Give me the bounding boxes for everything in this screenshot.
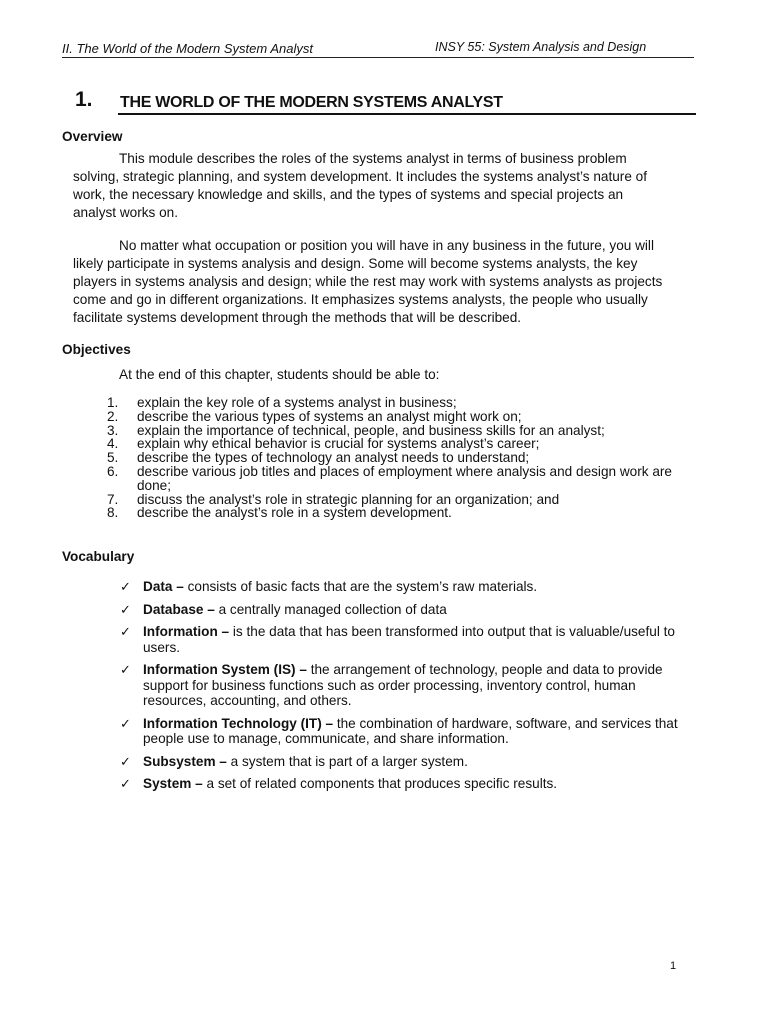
- item-number: 2.: [107, 408, 119, 424]
- objectives-intro: At the end of this chapter, students should be able to:: [119, 367, 440, 382]
- item-number: 7.: [107, 491, 119, 507]
- item-text: describe the analyst’s role in a system development.: [137, 505, 452, 521]
- list-item: [120, 602, 700, 618]
- item-number: 8.: [107, 505, 119, 521]
- item-text: explain the importance of technical, people, and business skills for an analyst;: [137, 422, 605, 438]
- vocab-definition: the combination of hardware, software, and services that people use to manage, communicate, and share information.: [143, 715, 678, 746]
- vocab-definition: is the data that has been transformed into output that is valuable/useful to users.: [143, 624, 675, 655]
- item-text: explain the key role of a systems analyst in business;: [137, 395, 457, 410]
- overview-paragraph-2: [73, 237, 693, 327]
- vocab-term: Information Technology (IT) –: [143, 715, 334, 731]
- list-item: [107, 396, 707, 410]
- list-item: [107, 506, 707, 520]
- list-item: [107, 493, 707, 507]
- text-line: facilitate systems development through the methods that will be described.: [73, 310, 522, 325]
- vocab-term: Database –: [143, 601, 215, 617]
- vocab-term: Information –: [143, 624, 230, 639]
- list-item: [120, 776, 700, 792]
- list-item: [107, 410, 707, 424]
- vocab-definition: consists of basic facts that are the system’s raw materials.: [183, 579, 538, 594]
- checkmark-icon: ✓: [120, 776, 131, 791]
- vocabulary-list: [120, 579, 700, 799]
- checkmark-icon: ✓: [120, 601, 131, 617]
- header-left-title: II. The World of the Modern System Analyst: [62, 41, 313, 56]
- chapter-title-rule: [118, 113, 696, 115]
- vocabulary-heading: Vocabulary: [62, 549, 135, 564]
- chapter-number: 1.: [75, 88, 93, 111]
- text-line: This module describes the roles of the systems analyst in terms of business problem: [119, 151, 627, 166]
- objectives-heading: Objectives: [62, 342, 131, 357]
- checkmark-icon: ✓: [120, 624, 131, 639]
- item-text: describe the various types of systems an analyst might work on;: [137, 408, 522, 424]
- page-number: 1: [670, 960, 677, 972]
- list-item: [120, 624, 700, 655]
- chapter-title: THE WORLD OF THE MODERN SYSTEMS ANALYST: [120, 94, 503, 111]
- text-line: solving, strategic planning, and system development. It includes the systems analyst’s nature of: [73, 169, 648, 184]
- vocab-definition: a system that is part of a larger system.: [226, 753, 468, 769]
- item-number: 1.: [107, 395, 119, 410]
- vocab-term: Data –: [143, 579, 184, 594]
- item-number: 4.: [107, 436, 119, 452]
- checkmark-icon: ✓: [120, 753, 131, 769]
- overview-paragraph-1: [73, 150, 693, 222]
- header-right-course: INSY 55: System Analysis and Design: [435, 40, 647, 54]
- objectives-list: [107, 396, 707, 520]
- checkmark-icon: ✓: [120, 579, 131, 594]
- text-line: likely participate in systems analysis and design. Some will become systems analysts, the key: [73, 256, 638, 271]
- text-line: work, the necessary knowledge and skills, and the types of systems and special projects an: [73, 187, 624, 202]
- item-number: 6.: [107, 463, 119, 479]
- list-item: [107, 437, 707, 451]
- item-text: explain why ethical behavior is crucial for systems analyst’s career;: [137, 436, 540, 452]
- vocab-definition: a set of related components that produces specific results.: [202, 776, 558, 791]
- list-item: [120, 754, 700, 770]
- checkmark-icon: ✓: [120, 662, 131, 677]
- header-rule: [62, 57, 694, 58]
- vocab-term: Subsystem –: [143, 753, 227, 769]
- item-number: 5.: [107, 450, 119, 466]
- vocab-definition: a centrally managed collection of data: [214, 601, 447, 617]
- text-line: players in systems analysis and design; while the rest may work with systems analysts as projects: [73, 274, 663, 289]
- item-number: 3.: [107, 422, 119, 438]
- item-text: describe the types of technology an analyst needs to understand;: [137, 450, 530, 466]
- overview-heading: Overview: [62, 129, 123, 144]
- vocab-term: Information System (IS) –: [143, 662, 307, 677]
- list-item: [107, 451, 707, 465]
- checkmark-icon: ✓: [120, 715, 131, 731]
- vocab-definition: the arrangement of technology, people and data to provide support for business functions such as order processing, inventory control, human resources, accounting, and others.: [143, 662, 663, 708]
- list-item: [120, 579, 700, 595]
- item-text: discuss the analyst’s role in strategic planning for an organization; and: [137, 491, 560, 507]
- text-line: No matter what occupation or position you will have in any business in the future, you will: [119, 238, 654, 253]
- vocab-term: System –: [143, 776, 203, 791]
- list-item: [107, 465, 707, 493]
- list-item: [107, 424, 707, 438]
- list-item: [120, 716, 700, 747]
- text-line: analyst works on.: [73, 205, 179, 220]
- list-item: [120, 662, 700, 709]
- item-text: describe various job titles and places of employment where analysis and design work are done;: [137, 463, 672, 493]
- text-line: come and go in different organizations. It emphasizes systems analysts, the people who usually: [73, 292, 648, 307]
